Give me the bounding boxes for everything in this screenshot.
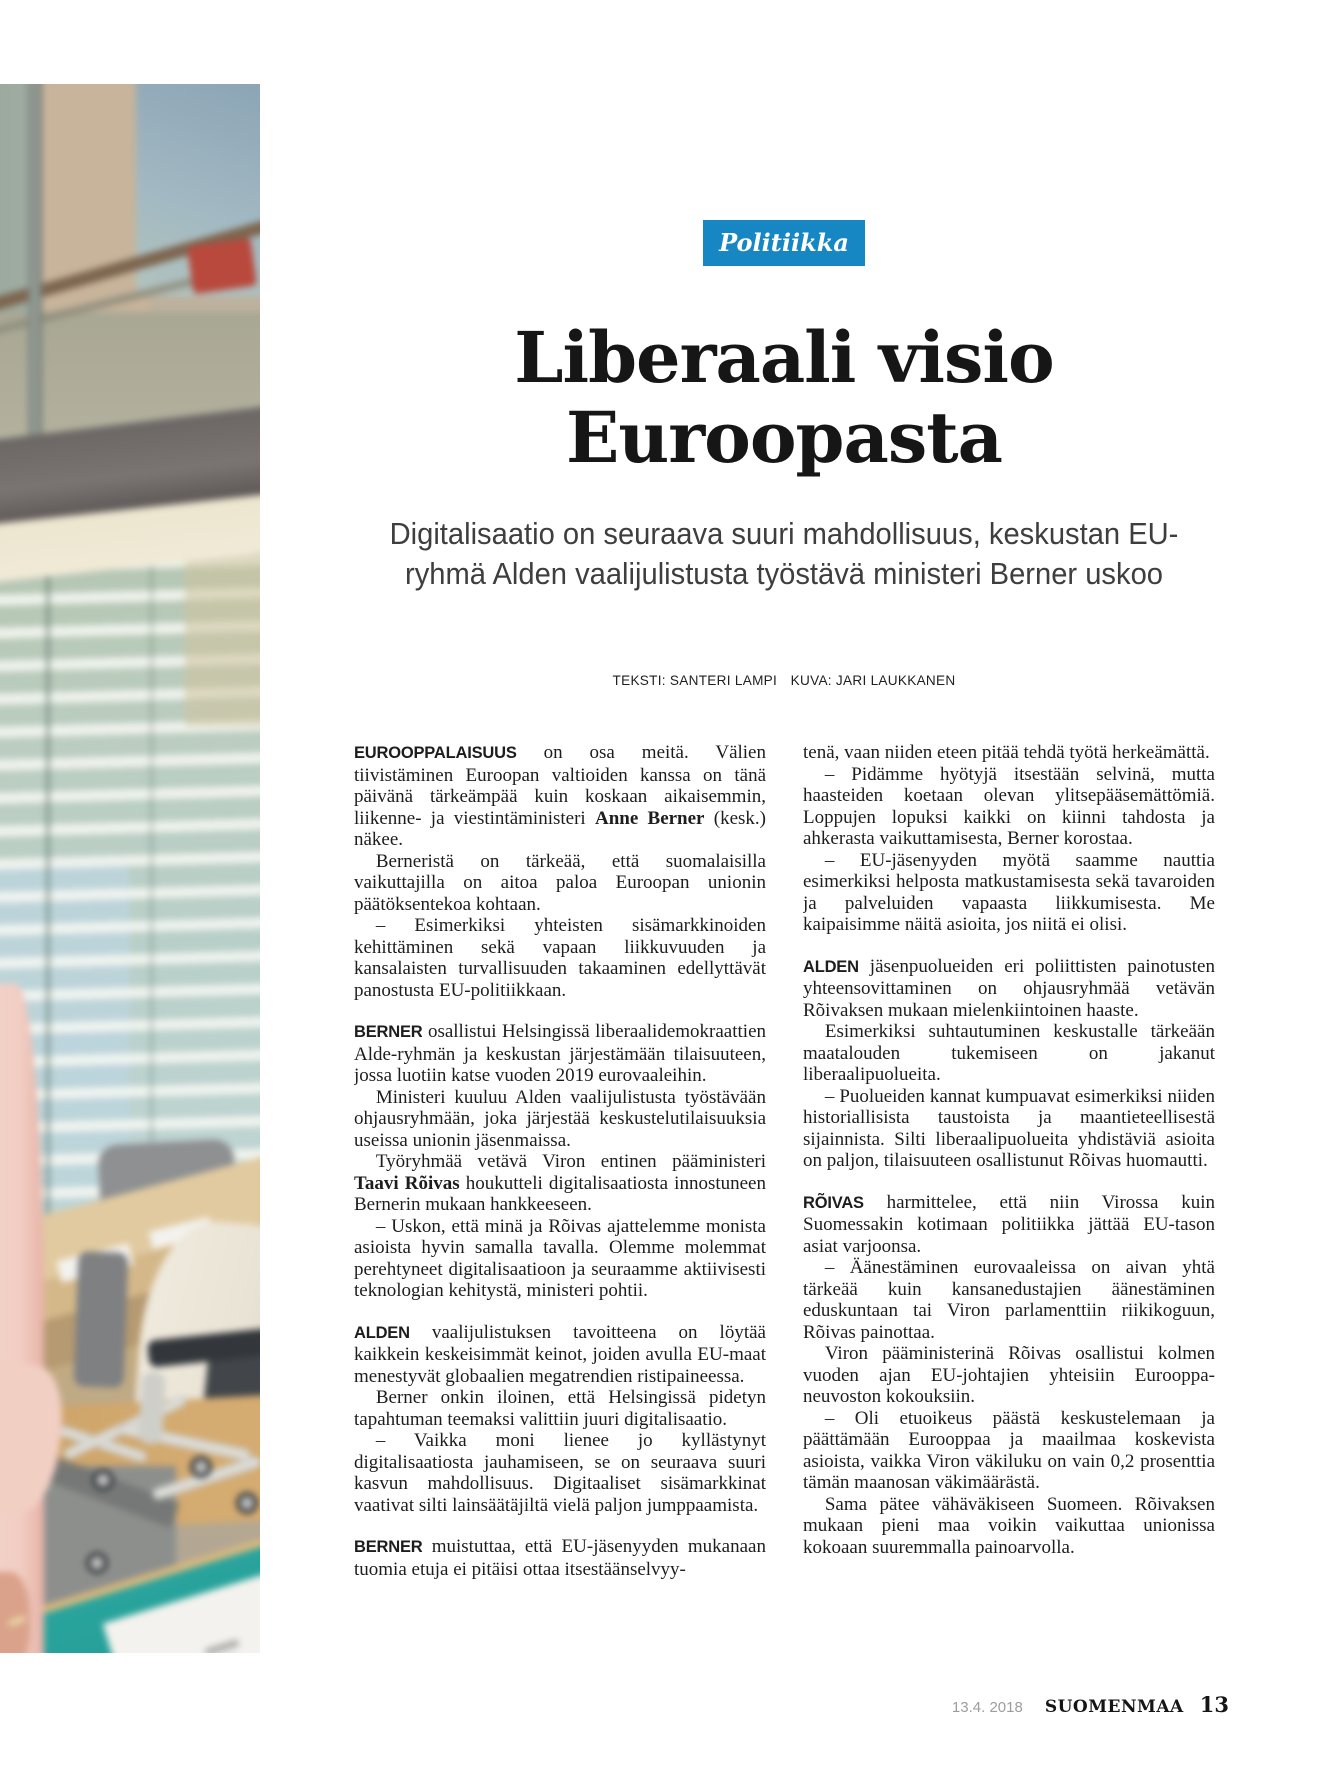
article-paragraph: – Esimerkiksi yhteisten sisämarkkinoiden kehittäminen sekä vapaan liikkuvuuden ja kansalaisten turvallisuuden takaaminen edellyttävät panostusta EU-politiikkaan. <box>354 915 766 1001</box>
photo-caster-wheel <box>86 1552 108 1574</box>
article-paragraph: Viron pääministerinä Rõivas osallistui kolmen vuoden ajan EU-johtajien yhteisiin Eurooppa-neuvoston kokouksiin. <box>803 1343 1215 1407</box>
photo-blur-wrapper <box>0 84 260 1653</box>
article-header <box>354 318 1214 478</box>
paragraph-lead-word: RÕIVAS <box>803 1193 864 1212</box>
article-paragraph: Esimerkiksi suhtautuminen keskustalle tärkeään maatalouden tukemiseen on jakanut liberaalipuolueita. <box>803 1021 1215 1085</box>
title-line-1: Liberaali visio <box>514 316 1054 399</box>
article-paragraph: Berneristä on tärkeää, että suomalaisilla vaikuttajilla on aitoa paloa Euroopan unionin päätöksentekoa kohtaan. <box>354 850 766 915</box>
article-paragraph: – Puolueiden kannat kumpuavat esimerkiksi niiden historiallisista taustoista ja maantieteellisestä sijainnista. Silti liberaalipuolueita yhdistäviä asioita on paljon, tilaisuuteen osallistunut Rõivas huomautti. <box>803 1085 1215 1171</box>
paragraph-lead-word: BERNER <box>354 1023 423 1041</box>
article-column-2 <box>803 742 1215 1670</box>
photo-layer <box>74 1251 129 1388</box>
paragraph-lead-word: BERNER <box>354 1538 423 1556</box>
category-tag <box>703 220 865 266</box>
page-footer <box>803 1692 1229 1717</box>
text-credit: TEKSTI: SANTERI LAMPI <box>612 672 778 688</box>
article-column-1 <box>354 742 766 1670</box>
article-paragraph: ALDEN vaalijulistuksen tavoitteena on löytää kaikkein keskeisimmät keinot, joiden avulla EU-maat menestyvät globaalien megatrendien ristipaineessa. <box>354 1321 766 1387</box>
photo-credit: KUVA: JARI LAUKKANEN <box>790 672 956 688</box>
article-paragraph: EUROOPPALAISUUS on osa meitä. Välien tiivistäminen Euroopan valtioiden kanssa on tänä päivänä tärkeämpää kuin koskaan aikaisemmin, liikenne- ja viestintäministeri Anne Berner (kesk.) näkee. <box>354 742 766 850</box>
article-paragraph: ALDEN jäsenpuolueiden eri poliittisten painotusten yhteensovittaminen on ohjausryhmää vetävän Rõivaksen mukaan mielenkiintoinen haaste. <box>803 955 1215 1021</box>
photo-caster-wheel <box>92 1469 114 1491</box>
byline <box>367 672 1201 688</box>
article-photo <box>0 84 260 1653</box>
issue-date: 13.4. 2018 <box>951 1699 1023 1716</box>
article-paragraph: – Pidämme hyötyjä itsestään selvinä, mutta haasteiden koetaan olevan ylitsepääsemättömiä. Loppujen lopuksi kaikki on kiinni tahdosta ja ahkerasta vaikuttamisesta, Berner korostaa. <box>803 763 1215 849</box>
article-paragraph: tenä, vaan niiden eteen pitää tehdä työtä herkeämättä. <box>803 742 1210 763</box>
article-paragraph: BERNER muistuttaa, että EU-jäsenyyden mukanaan tuomia etuja ei pitäisi ottaa itsestäänselvyy- <box>354 1536 766 1580</box>
article-paragraph: – Äänestäminen eurovaaleissa on aivan yhtä tärkeää kuin kansanedustajien äänestäminen eduskuntaan tai Viron parlamenttiin riikikoguun, Rõivas painottaa. <box>803 1257 1215 1343</box>
photo-layer <box>138 1371 166 1444</box>
article-paragraph: – Oli etuoikeus päästä keskustelemaan ja päättämään Eurooppaa ja maailmaa koskevista asioista, vaikka Viron väkiluku on vain 0,2 prosenttia tämän maanosan väkimäärästä. <box>803 1407 1215 1493</box>
paragraph-lead-word: ALDEN <box>354 1323 410 1342</box>
article-paragraph: Sama pätee vähäväkiseen Suomeen. Rõivaksen mukaan pieni maa voikin vaikuttaa unionissa kokoaan suuremmalla painoarvolla. <box>803 1493 1215 1558</box>
article-paragraph: Ministeri kuuluu Alden vaalijulistusta työstävään ohjausryhmään, joka järjestää keskustelutilaisuuksia useissa unionin jäsenmaissa. <box>354 1086 766 1151</box>
article-paragraph: – Vaikka moni lienee jo kyllästynyt digitalisaatiosta jauhamiseen, se on seuraava suuri kasvun mahdollisuus. Digitaaliset sisämarkkinat vaativat silti lainsäätäjiltä vielä paljon jumppaamista. <box>354 1430 766 1516</box>
photo-caster-wheel <box>236 1492 258 1514</box>
article-paragraph: RÕIVAS harmittelee, että niin Virossa kuin Suomessakin kotimaan politiikka jättää EU-tason asiat varjoonsa. <box>803 1191 1215 1257</box>
photo-layer <box>185 536 260 726</box>
photo-layer <box>46 534 50 1324</box>
page-number: 13 <box>1199 1692 1229 1717</box>
article-paragraph: – Uskon, että minä ja Rõivas ajattelemme monista asioista hyvin samalla tavalla. Olemme molemmat perehtyneet digitalisaatioon ja seuraamme aktiivisesti teknologian kehitystä, ministeri pohtii. <box>354 1215 766 1301</box>
photo-layers <box>0 84 260 1653</box>
article-paragraph: Berner onkin iloinen, että Helsingissä pidetyn tapahtuman teemaksi valittiin juuri digitalisaatio. <box>354 1387 766 1430</box>
paragraph-lead-word: EUROOPPALAISUUS <box>354 744 517 762</box>
article-title <box>354 318 1214 478</box>
article-subtitle: Digitalisaatio on seuraava suuri mahdollisuus, keskustan EU-ryhmä Alden vaalijulistusta työstävä ministeri Berner uskoo <box>389 516 1179 591</box>
article-paragraph: BERNER osallistui Helsingissä liberaalidemokraattien Alde-ryhmän ja keskustan järjestämään tilaisuuteen, jossa luotiin katse vuoden 2019 eurovaaleihin. <box>354 1021 766 1086</box>
title-line-2: Euroopasta <box>566 396 1002 479</box>
article-paragraph: Työryhmää vetävä Viron entinen pääministeri Taavi Rõivas houkutteli digitalisaatiosta innostuneen Bernerin mukaan hankkeeseen. <box>354 1151 766 1215</box>
photo-caster-wheel <box>190 1456 212 1478</box>
photo-red-object <box>187 238 257 294</box>
publication-name: SUOMENMAA <box>1044 1697 1184 1717</box>
paragraph-lead-word: ALDEN <box>803 957 859 976</box>
category-tag-label: Politiikka <box>719 228 849 257</box>
article-paragraph: – EU-jäsenyyden myötä saamme nauttia esimerkiksi helposta matkustamisesta sekä tavaroiden ja palveluiden vapaasta liikkumisesta. Me kaipaisimme näitä asioita, jos niitä ei olisi. <box>803 849 1215 935</box>
